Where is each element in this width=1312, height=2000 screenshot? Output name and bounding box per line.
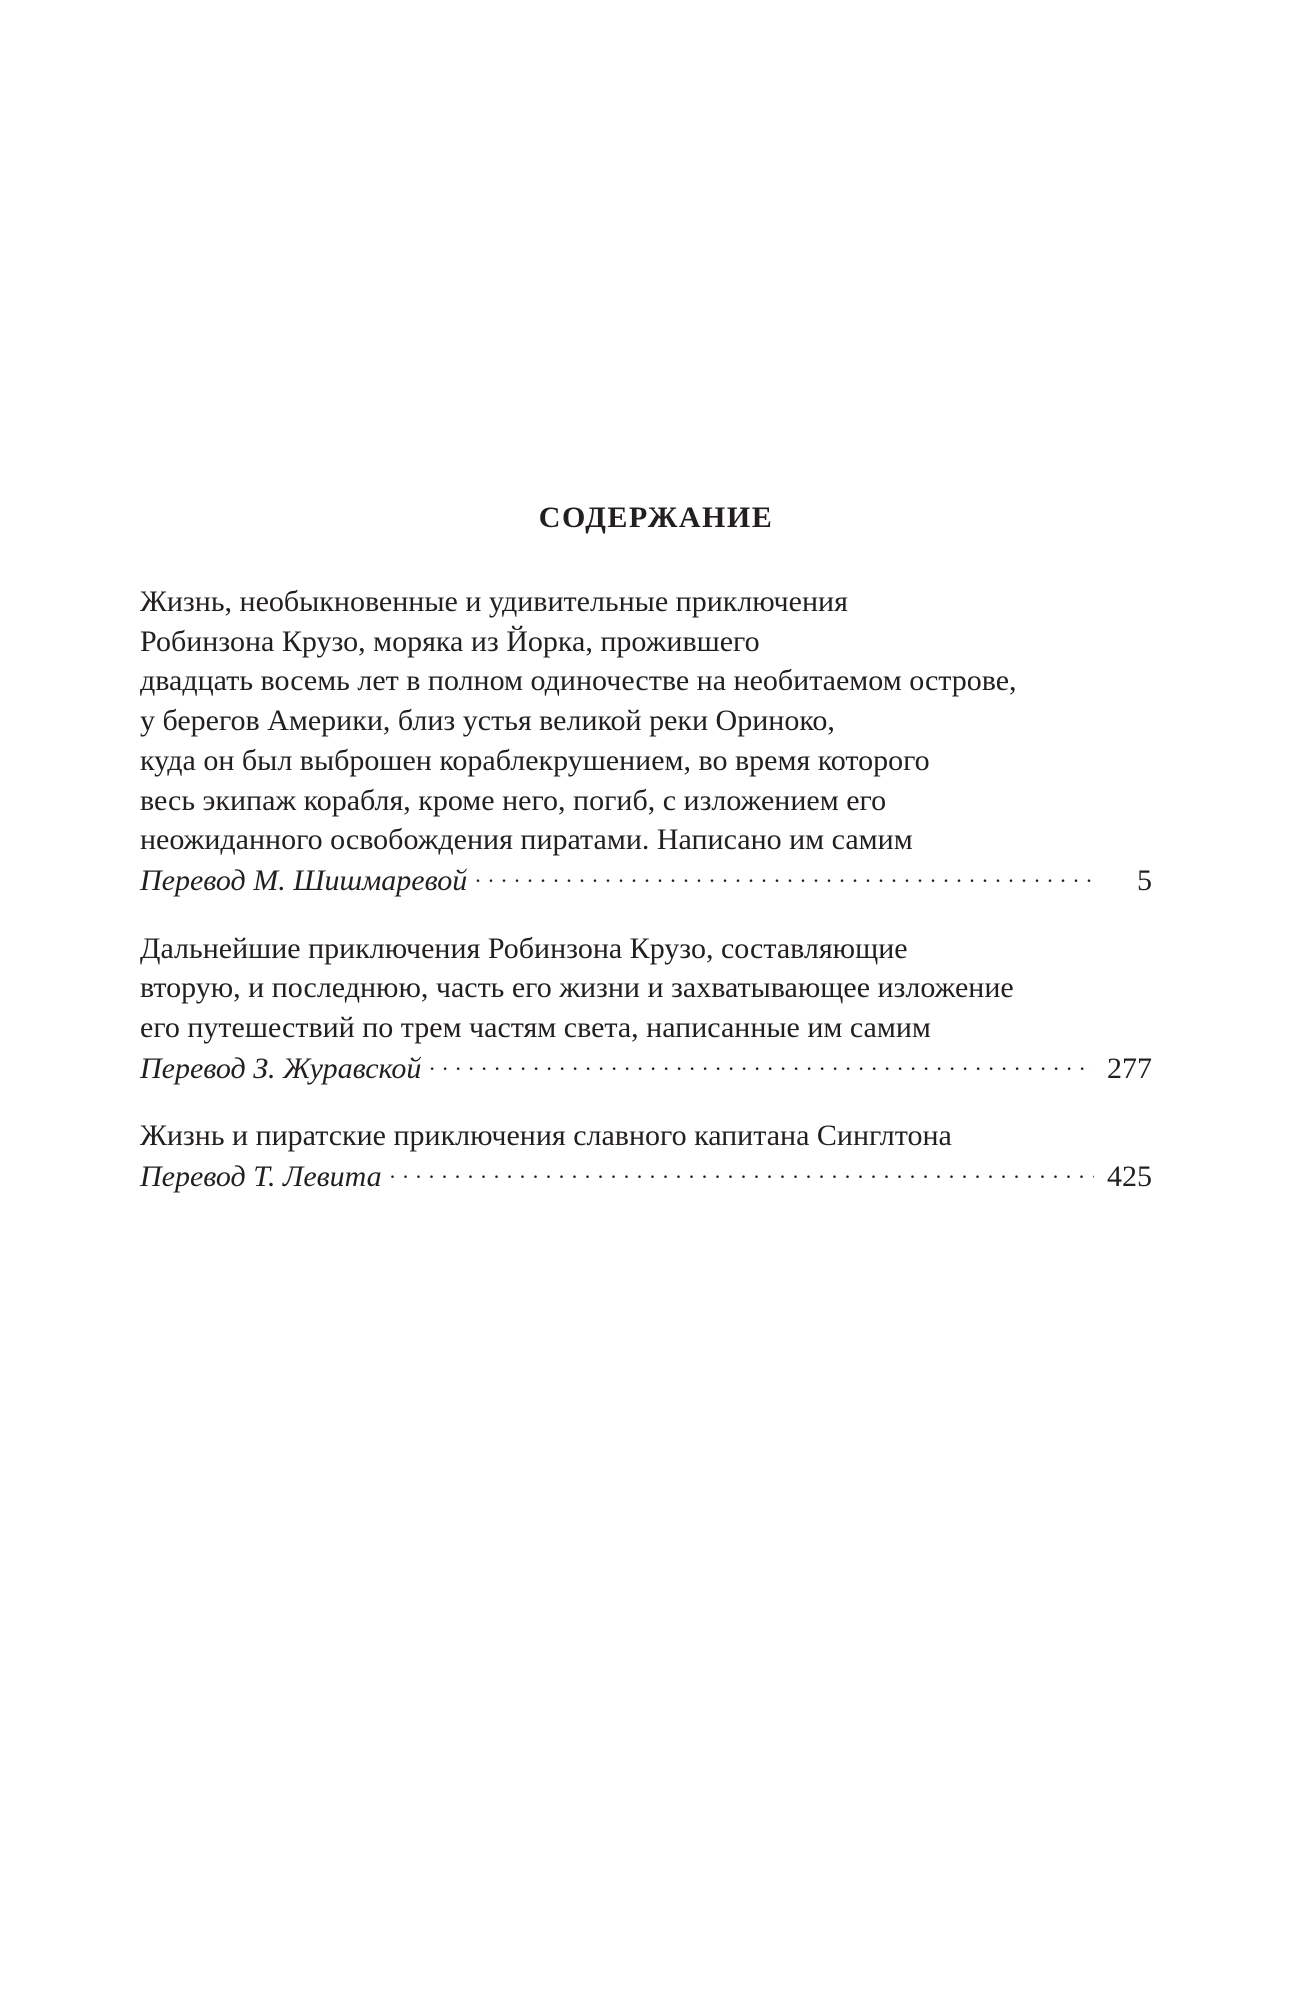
entry-title-line: у берегов Америки, близ устья великой реки Ориноко, bbox=[140, 704, 835, 738]
dot-leader bbox=[390, 1156, 1094, 1186]
entry-leader-row bbox=[140, 1048, 1152, 1089]
entry-translator: Перевод М. Шишмаревой bbox=[140, 863, 468, 897]
entry-leader-row bbox=[140, 860, 1152, 901]
entry-leader-row bbox=[140, 1156, 1152, 1197]
entry-page-number: 5 bbox=[1137, 863, 1152, 897]
entry-title-line: вторую, и последнюю, часть его жизни и захватывающее изложение bbox=[140, 971, 1014, 1005]
entry-title-line: Жизнь и пиратские приключения славного капитана Синглтона bbox=[140, 1119, 952, 1153]
entry-page-number: 425 bbox=[1107, 1160, 1152, 1194]
entry-title-line: неожиданного освобождения пиратами. Написано им самим bbox=[140, 823, 913, 857]
table-of-contents bbox=[140, 582, 1152, 1225]
dot-leader bbox=[429, 1048, 1094, 1078]
entry-title-line: куда он был выброшен кораблекрушением, во время которого bbox=[140, 743, 930, 777]
entry-translator: Перевод Т. Левита bbox=[140, 1160, 382, 1194]
entry-title-line: Робинзона Крузо, моряка из Йорка, прожившего bbox=[140, 624, 760, 658]
toc-entry-captain-singleton bbox=[140, 1116, 1152, 1196]
entry-title-line: Дальнейшие приключения Робинзона Крузо, составляющие bbox=[140, 931, 908, 965]
dot-leader bbox=[475, 860, 1094, 890]
entry-translator: Перевод З. Журавской bbox=[140, 1051, 422, 1085]
entry-title-line: Жизнь, необыкновенные и удивительные приключения bbox=[140, 585, 848, 618]
entry-page-number: 277 bbox=[1107, 1051, 1152, 1085]
toc-heading: СОДЕРЖАНИЕ bbox=[538, 501, 774, 534]
entry-title-line: весь экипаж корабля, кроме него, погиб, с изложением его bbox=[140, 783, 887, 817]
toc-entry-further-adventures bbox=[140, 929, 1152, 1089]
toc-entry-robinson-crusoe bbox=[140, 582, 1152, 901]
entry-title-line: его путешествий по трем частям света, написанные им самим bbox=[140, 1011, 931, 1045]
entry-title-line: двадцать восемь лет в полном одиночестве на необитаемом острове, bbox=[140, 664, 1017, 698]
